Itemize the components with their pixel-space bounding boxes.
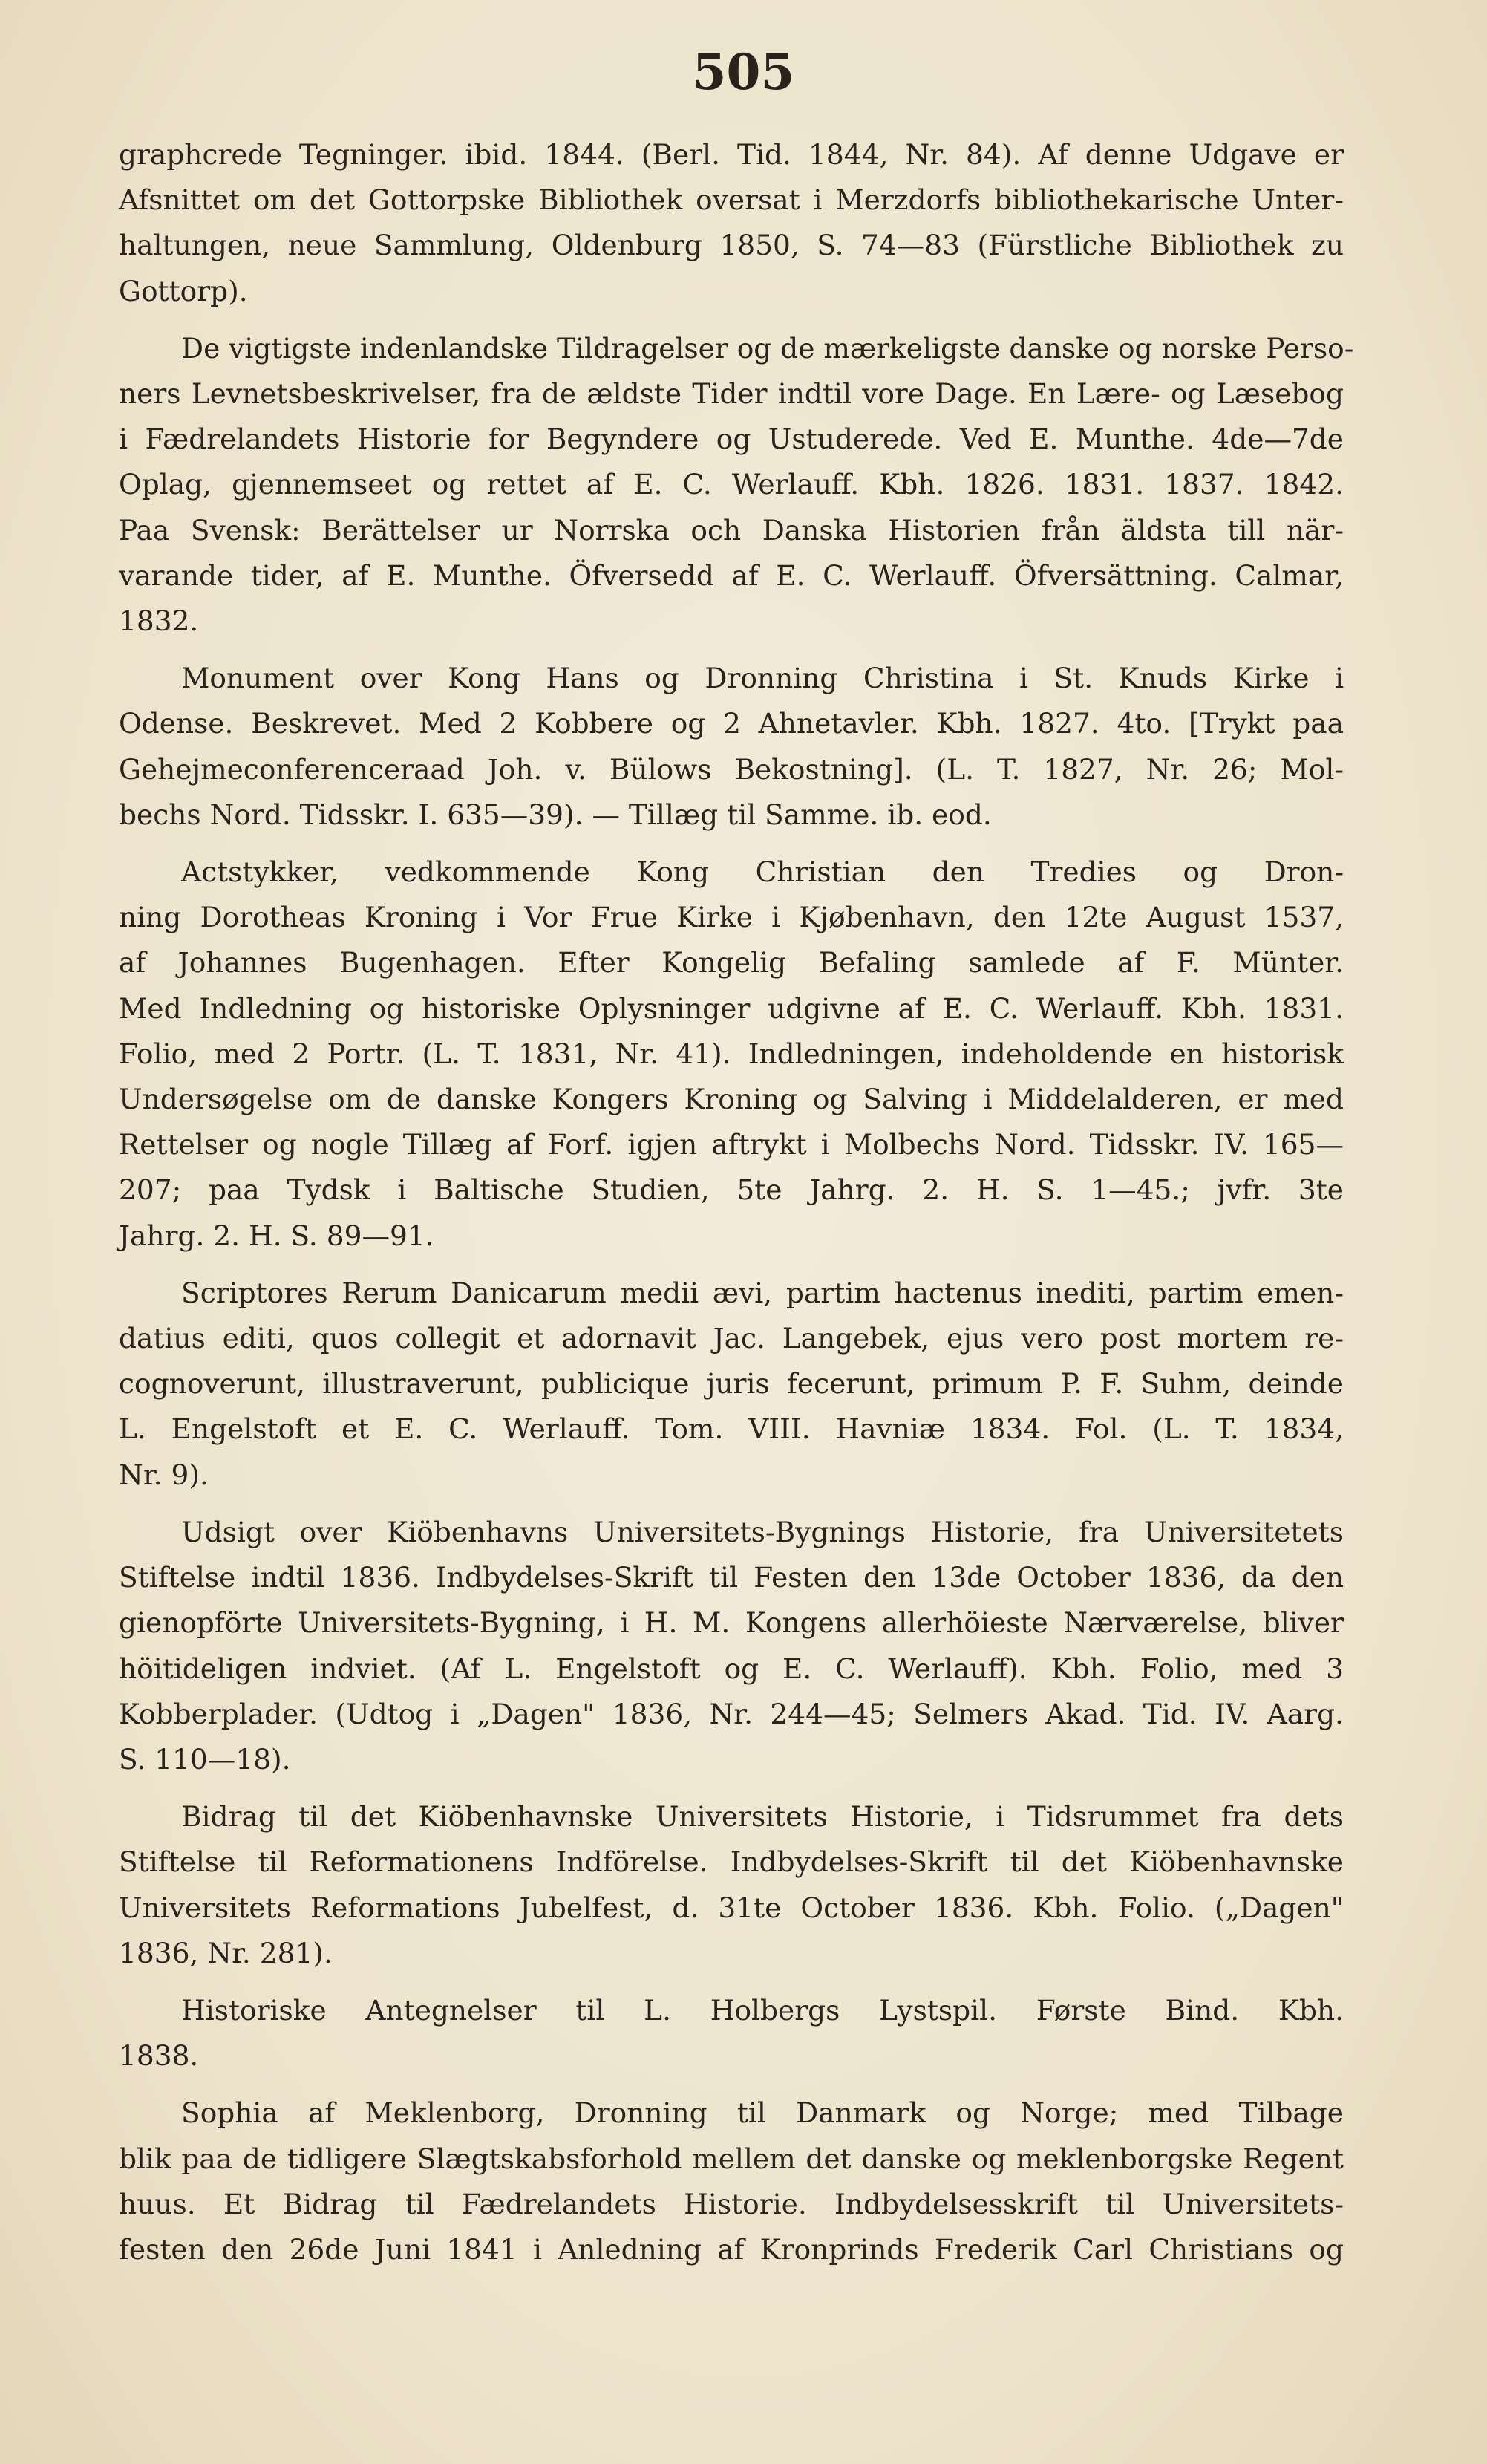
bibliography-entry [119,132,1344,314]
text-line: Historiske Antegnelser til L. Holbergs Lystspil. Første Bind. Kbh. [181,1993,1344,2027]
text-line: Med Indledning og historiske Oplysninger udgivne af E. C. Werlauff. Kbh. 1831. [119,991,1344,1025]
text-line: Bidrag til det Kiöbenhavnske Universitets Historie, i Tidsrummet fra dets [181,1800,1344,1834]
text-line: datius editi, quos collegit et adornavit Jac. Langebek, ejus vero post mortem re- [119,1322,1344,1355]
text-line: 1832. [119,604,199,638]
text-line: festen den 26de Juni 1841 i Anledning af Kronprinds Frederik Carl Christians og [119,2232,1344,2266]
text-line: Gottorp). [119,274,248,307]
text-line: höitideligen indviet. (Af L. Engelstoft og E. C. Werlauff). Kbh. Folio, med 3 [119,1652,1344,1685]
page-number: 505 [692,43,795,101]
text-line: graphcrede Tegninger. ibid. 1844. (Berl. Tid. 1844, Nr. 84). Af denne Udgave er [119,138,1344,171]
text-line: blik paa de tidligere Slægtskabsforhold mellem det danske og meklenborgske Regent [119,2142,1344,2175]
text-line: 207; paa Tydsk i Baltische Studien, 5te Jahrg. 2. H. S. 1—45.; jvfr. 3te [119,1173,1344,1207]
text-line: Actstykker, vedkommende Kong Christian den Tredies og Dron- [181,855,1344,889]
text-line: Stiftelse indtil 1836. Indbydelses-Skrift til Festen den 13de October 1836, da den [119,1561,1344,1594]
text-line: 1836, Nr. 281). [119,1936,333,1969]
bibliography-entry [119,1271,1344,1498]
text-line: Odense. Beskrevet. Med 2 Kobbere og 2 Ahnetavler. Kbh. 1827. 4to. [Trykt paa [119,707,1344,740]
text-line: Udsigt over Kiöbenhavns Universitets-Bygnings Historie, fra Universitetets [181,1515,1344,1548]
text-line: L. Engelstoft et E. C. Werlauff. Tom. VIII. Havniæ 1834. Fol. (L. T. 1834, [119,1412,1344,1446]
text-line: varande tider, af E. Munthe. Öfversedd af E. C. Werlauff. Öfversättning. Calmar, [119,558,1344,592]
text-line: af Johannes Bugenhagen. Efter Kongelig Befaling samlede af F. Münter. [119,946,1344,980]
text-line: Jahrg. 2. H. S. 89—91. [119,1219,434,1252]
bibliography-entry [119,326,1354,644]
text-line: Folio, med 2 Portr. (L. T. 1831, Nr. 41). Indledningen, indeholdende en historisk [119,1037,1344,1070]
text-line: Undersøgelse om de danske Kongers Kroning og Salving i Middelalderen, er med [119,1083,1344,1116]
bibliography-entry [119,1794,1344,1976]
bibliography-entry [119,656,1344,838]
text-line: i Fædrelandets Historie for Begyndere og Ustuderede. Ved E. Munthe. 4de—7de [119,423,1344,456]
text-line: bechs Nord. Tidsskr. I. 635—39). — Tillæg til Samme. ib. eod. [119,798,992,831]
text-line: Gehejmeconferenceraad Joh. v. Bülows Bekostning]. (L. T. 1827, Nr. 26; Mol- [119,752,1344,786]
text-line: Universitets Reformations Jubelfest, d. 31te October 1836. Kbh. Folio. („Dagen" [119,1891,1344,1924]
bibliography-entry [119,1988,1344,2079]
text-line: Kobberplader. (Udtog i „Dagen" 1836, Nr. 244—45; Selmers Akad. Tid. IV. Aarg. [119,1697,1344,1730]
bibliography-entry [119,850,1344,1259]
bibliography-entry [119,1510,1344,1782]
text-line: ners Levnetsbeskrivelser, fra de ældste Tider indtil vore Dage. En Lære- og Læsebog [119,377,1344,411]
text-line: Sophia af Meklenborg, Dronning til Danmark og Norge; med Tilbage [181,2096,1344,2130]
bibliography-entry [119,2090,1344,2272]
text-line: cognoverunt, illustraverunt, publicique juris fecerunt, primum P. F. Suhm, deinde [119,1367,1344,1401]
text-line: Rettelser og nogle Tillæg af Forf. igjen aftrykt i Molbechs Nord. Tidsskr. IV. 165— [119,1128,1344,1161]
text-line: Scriptores Rerum Danicarum medii ævi, partim hactenus inediti, partim emen- [181,1276,1344,1309]
text-line: S. 110—18). [119,1742,291,1776]
text-line: huus. Et Bidrag til Fædrelandets Historie. Indbydelsesskrift til Universitets- [119,2187,1344,2220]
text-line: 1838. [119,2039,199,2073]
text-line: De vigtigste indenlandske Tildragelser og de mærkeligste danske og norske Perso- [181,331,1354,365]
text-line: ning Dorotheas Kroning i Vor Frue Kirke i Kjøbenhavn, den 12te August 1537, [119,901,1344,934]
body-text [119,132,1354,2284]
text-line: gienopförte Universitets-Bygning, i H. M. Kongens allerhöieste Nærværelse, bliver [119,1606,1344,1640]
text-line: Paa Svensk: Berättelser ur Norrska och Danska Historien från äldsta till när- [119,513,1344,547]
text-line: Oplag, gjennemseet og rettet af E. C. Werlauff. Kbh. 1826. 1831. 1837. 1842. [119,468,1344,501]
text-line: haltungen, neue Sammlung, Oldenburg 1850, S. 74—83 (Fürstliche Bibliothek zu [119,229,1344,262]
text-line: Stiftelse til Reformationens Indförelse. Indbydelses-Skrift til det Kiöbenhavnske [119,1845,1344,1879]
text-line: Nr. 9). [119,1458,209,1491]
text-line: Monument over Kong Hans og Dronning Christina i St. Knuds Kirke i [181,662,1344,695]
text-line: Afsnittet om det Gottorpske Bibliothek oversat i Merzdorfs bibliothekarische Unter- [119,183,1344,217]
